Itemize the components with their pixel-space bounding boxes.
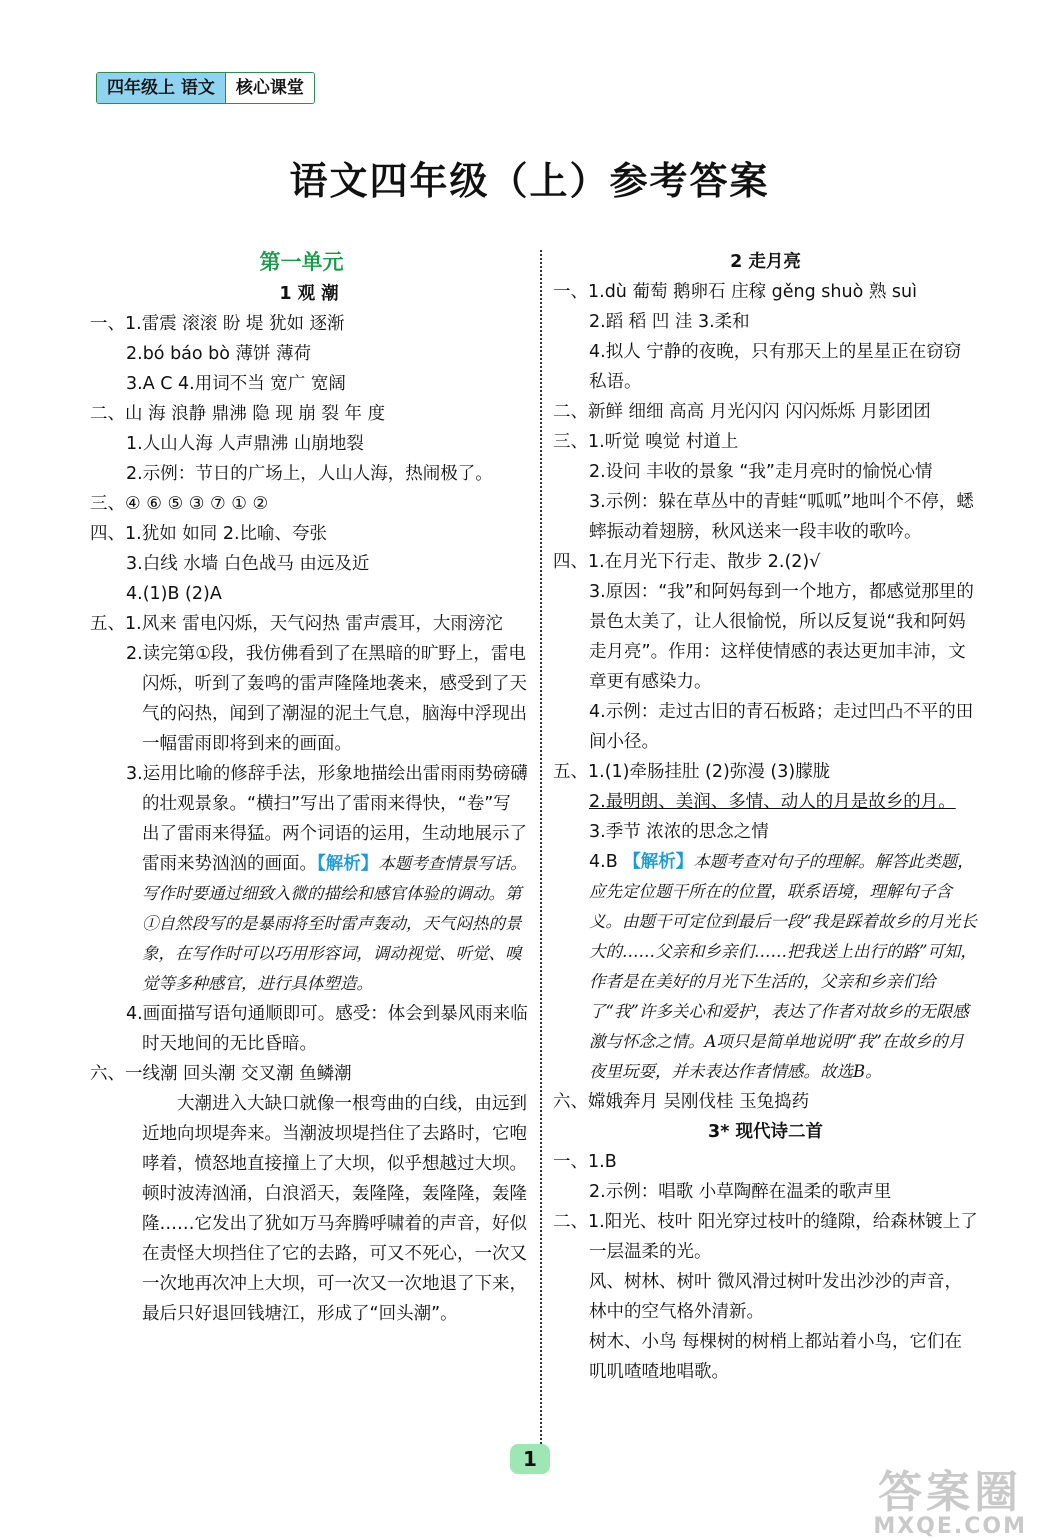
left-column: [90, 245, 528, 1329]
answer-line: 二、新鲜 细细 高高 月光闪闪 闪闪烁烁 月影团团: [553, 402, 931, 422]
watermark-logo: [873, 1467, 1027, 1539]
answer-line: 一、1.雷震 滚滚 盼 堤 犹如 逐渐: [90, 314, 345, 334]
answer-line: 四、1.犹如 如同 2.比喻、夸张: [90, 524, 328, 544]
essay-paragraph: 大潮进入大缺口就像一根弯曲的白线，由远到近地向坝堤奔来。当潮波坝堤挡住了去路时，它咆哮着，愤怒地直接撞上了大坝，似乎想越过大坝。顿时波涛汹涌，白浪滔天，轰隆隆，轰隆隆，轰隆隆……它发出了犹如万马奔腾呼啸着的声音，好似在责怪大坝挡住了它的去路，可又不死心，一次又一次地再次冲上大坝，可一次又一次地退了下来，最后只好退回钱塘江，形成了“回头潮”。: [142, 1094, 527, 1324]
answer-line: 六、嫦娥奔月 吴刚伐桂 玉兔捣药: [553, 1092, 810, 1112]
page-title: 语文四年级（上）参考答案: [289, 159, 770, 203]
answer-line: 2.示例：唱歌 小草陶醉在温柔的歌声里: [589, 1182, 892, 1202]
answer-paragraph: 3.示例：躲在草丛中的青蛙“呱呱”地叫个不停，蟋蟀振动着翅膀，秋风送来一段丰收的歌吟。: [589, 492, 974, 542]
answer-line: 2.蹈 稻 凹 洼 3.柔和: [589, 312, 750, 332]
analysis-tag: 【解析】: [623, 852, 694, 872]
answer-line: 二、山 海 浪静 鼎沸 隐 现 崩 裂 年 度: [90, 404, 386, 424]
answer-line: 2.最明朗、美润、多情、动人的月是故乡的月。: [589, 792, 956, 812]
analysis-text: 本题考查情景写话。写作时要通过细致入微的描绘和感官体验的调动。第①自然段写的是暴雨将至时雷声轰动，天气闷热的景象，在写作时可以巧用形容词，调动视觉、听觉、嗅觉等多种感官，进行具体塑造。: [142, 854, 527, 993]
answer-paragraph: [553, 847, 978, 1087]
answer-line: 三、④ ⑥ ⑤ ③ ⑦ ① ②: [90, 494, 269, 514]
lesson-heading: 3* 现代诗二首: [708, 1122, 823, 1142]
answer-paragraph: 4.画面描写语句通顺即可。感受：体会到暴风雨来临时天地间的无比昏暗。: [126, 1004, 528, 1054]
answer-line: 2.bó báo bò 薄饼 薄荷: [126, 344, 312, 364]
answer-line: 一、1.B: [553, 1152, 617, 1172]
answer-line: 2.设问 丰收的景象 “我”走月亮时的愉悦心情: [589, 462, 933, 482]
answer-paragraph: 树木、小鸟 每棵树的树梢上都站着小鸟，它们在叽叽喳喳地唱歌。: [589, 1332, 963, 1382]
answer-paragraph: 3.原因：“我”和阿妈每到一个地方，都感觉那里的景色太美了，让人很愉悦，所以反复说“我和阿妈走月亮”。作用：这样使情感的表达更加丰沛，文章更有感染力。: [589, 582, 974, 692]
answer-line: 三、1.听觉 嗅觉 村道上: [553, 432, 739, 452]
answer-line: 4.拟人 宁静的夜晚，只有那天上的星星正在窃窃私语。: [589, 342, 962, 392]
column-divider: [540, 250, 542, 1460]
unit-heading: 第一单元: [259, 250, 344, 274]
answer-text: 3.运用比喻的修辞手法，形象地描绘出雷雨雨势磅礴的壮观景象。“横扫”写出了雷雨来得快，“卷”写出了雷雨来得猛。两个词语的运用，生动地展示了雷雨来势汹汹的画面。: [126, 764, 528, 874]
analysis-text: 本题考查对句子的理解。解答此类题，应先定位题干所在的位置，联系语境，理解句子含义。由题干可定位到最后一段“我是踩着故乡的月光长大的……父亲和乡亲们……把我送上出行的路”可知，作者是在美好的月光下生活的，父亲和乡亲们给了“我”许多关心和爱护，表达了作者对故乡的无限感激与怀念之情。A项只是简单地说明“我”在故乡的月夜里玩耍，并未表达作者情感。故选B。: [589, 852, 977, 1081]
answer-line: 六、一线潮 回头潮 交叉潮 鱼鳞潮: [90, 1064, 352, 1084]
answer-line: 3.白线 水墙 白色战马 由远及近: [126, 554, 370, 574]
answer-line: 4.(1)B (2)A: [126, 584, 222, 604]
grade-subject-label: 四年级上 语文: [97, 73, 225, 103]
analysis-tag: 【解析】: [317, 854, 379, 874]
series-label: 核心课堂: [225, 73, 314, 103]
lesson-heading: 2 走月亮: [730, 252, 801, 272]
answer-line: 3.A C 4.用词不当 宽广 宽阔: [126, 374, 346, 394]
answer-line: 四、1.在月光下行走、散步 2.(2)√: [553, 552, 821, 572]
watermark-text: 答案圈: [878, 1467, 1023, 1518]
answer-paragraph: 2.读完第①段，我仿佛看到了在黑暗的旷野上，雷电闪烁，听到了轰鸣的雷声隆隆地袭来，感受到了天气的闷热，闻到了潮湿的泥土气息，脑海中浮现出一幅雷雨即将到来的画面。: [126, 644, 527, 754]
lesson-heading: 1 观 潮: [279, 284, 339, 304]
answer-line: 1.人山人海 人声鼎沸 山崩地裂: [126, 434, 364, 454]
answer-line: 一、1.dù 葡萄 鹅卵石 庄稼 gěng shuò 熟 suì: [553, 282, 917, 302]
answer-paragraph: 风、树林、树叶 微风滑过树叶发出沙沙的声音，林中的空气格外清新。: [589, 1272, 963, 1322]
right-column: [553, 245, 978, 1387]
answer-paragraph: 二、1.阳光、枝叶 阳光穿过枝叶的缝隙，给森林镀上了一层温柔的光。: [553, 1212, 978, 1262]
answer-text: 4.B: [589, 852, 618, 872]
answer-line: 五、1.(1)牵肠挂肚 (2)弥漫 (3)朦胧: [553, 762, 831, 782]
answer-paragraph: 4.示例：走过古旧的青石板路；走过凹凸不平的田间小径。: [589, 702, 974, 752]
watermark-url: MXQE.COM: [873, 1514, 1027, 1539]
answer-line: 五、1.风来 雷电闪烁，天气闷热 雷声震耳，大雨滂沱: [90, 614, 503, 634]
answer-line: 3.季节 浓浓的思念之情: [589, 822, 769, 842]
answer-paragraph: [90, 759, 528, 999]
answer-line: 2.示例：节日的广场上，人山人海，热闹极了。: [126, 464, 493, 484]
header-badge: [96, 72, 315, 104]
page-number: 1: [510, 1444, 550, 1474]
